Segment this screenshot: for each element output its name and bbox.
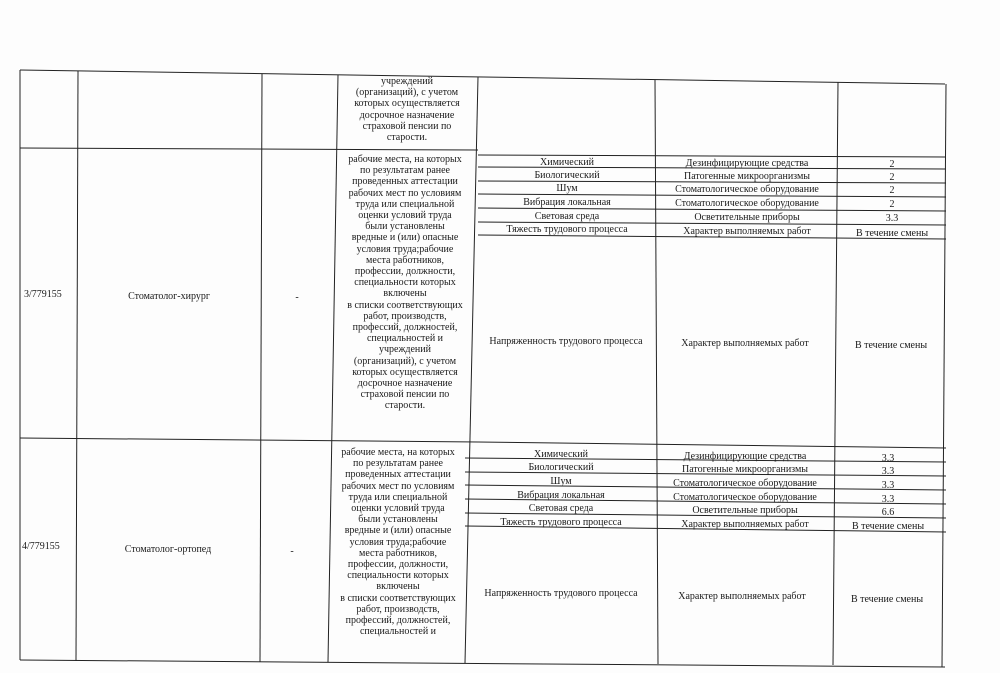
factor-source: Патогенные микроорганизмы [683, 171, 811, 182]
factor-name: Шум [556, 183, 578, 194]
factor-name: Световая среда [528, 503, 594, 514]
row-id: 4/779155 [22, 541, 60, 552]
factor-name: Тяжесть трудового процесса [500, 517, 622, 528]
factor-source: Стоматологическое оборудование [673, 492, 817, 503]
row-dash: - [295, 292, 299, 303]
factor-source: Осветительные приборы [692, 505, 798, 516]
factor-value: В течение смены [850, 594, 924, 605]
factor-name: Химический [540, 157, 594, 168]
factor-source: Осветительные приборы [694, 212, 800, 223]
row-description: рабочие места, на которых по результатам ранее проведенных аттестации рабочих мест по условиям труда или специальной оценки условий труда были установлены вредные и (или) опасные условия труда;рабочие места работников, профессии, должности, специальности которых включены в списки соответствующих работ, производств, профессий, должностей, специальностей и учреждений (организаций), с учетом которых осуществляется досрочное назначение страховой пенсии по старости. [347, 154, 463, 412]
factor-name: Напряженность трудового процесса [484, 588, 638, 599]
factor-source: Характер выполняемых работ [681, 519, 809, 530]
factor-value: В течение смены [854, 340, 928, 351]
factor-value: 3.3 [885, 213, 899, 224]
row-id: 3/779155 [24, 289, 62, 300]
factor-value: 2 [889, 172, 895, 183]
factor-name: Вибрация локальная [517, 490, 605, 501]
factor-value: 3.3 [881, 466, 895, 477]
factor-source: Стоматологическое оборудование [673, 478, 817, 489]
factor-name: Напряженность трудового процесса [489, 336, 643, 347]
factor-name: Вибрация локальная [523, 197, 611, 208]
factor-source: Характер выполняемых работ [683, 226, 811, 237]
factor-value: 3.3 [881, 480, 895, 491]
factor-value: 6.6 [881, 507, 895, 518]
factor-source: Характер выполняемых работ [678, 591, 806, 602]
factor-source: Стоматологическое оборудование [675, 198, 819, 209]
factor-value: 2 [889, 185, 895, 196]
factor-name: Тяжесть трудового процесса [506, 224, 628, 235]
row-description: рабочие места, на которых по результатам ранее проведенных аттестации рабочих мест по условиям труда или специальной оценки условий труда были установлены вредные и (или) опасные условия труда;рабочие места работников, профессии, должности, специальности которых включены в списки соответствующих работ, производств, профессий, должностей, специальностей и [340, 447, 456, 638]
continuation-description: учреждений (организаций), с учетом которых осуществляется досрочное назначение страховой пенсии по старости. [354, 76, 460, 144]
factor-value: В течение смены [851, 521, 925, 532]
row-position: Стоматолог-хирург [128, 291, 210, 302]
factor-source: Дезинфицирующие средства [685, 158, 809, 169]
factor-name: Шум [550, 476, 572, 487]
factor-name: Биологический [534, 170, 600, 181]
factor-value: В течение смены [855, 228, 929, 239]
factor-value: 3.3 [881, 494, 895, 505]
factor-name: Биологический [528, 462, 594, 473]
factor-source: Дезинфицирующие средства [683, 451, 807, 462]
factor-source: Характер выполняемых работ [681, 338, 809, 349]
factor-name: Световая среда [534, 211, 600, 222]
factor-source: Стоматологическое оборудование [675, 184, 819, 195]
factor-value: 3.3 [881, 453, 895, 464]
factor-value: 2 [889, 199, 895, 210]
row-dash: - [290, 546, 294, 557]
factor-source: Патогенные микроорганизмы [681, 464, 809, 475]
factor-value: 2 [889, 159, 895, 170]
factor-name: Химический [534, 449, 588, 460]
row-position: Стоматолог-ортопед [124, 544, 212, 555]
